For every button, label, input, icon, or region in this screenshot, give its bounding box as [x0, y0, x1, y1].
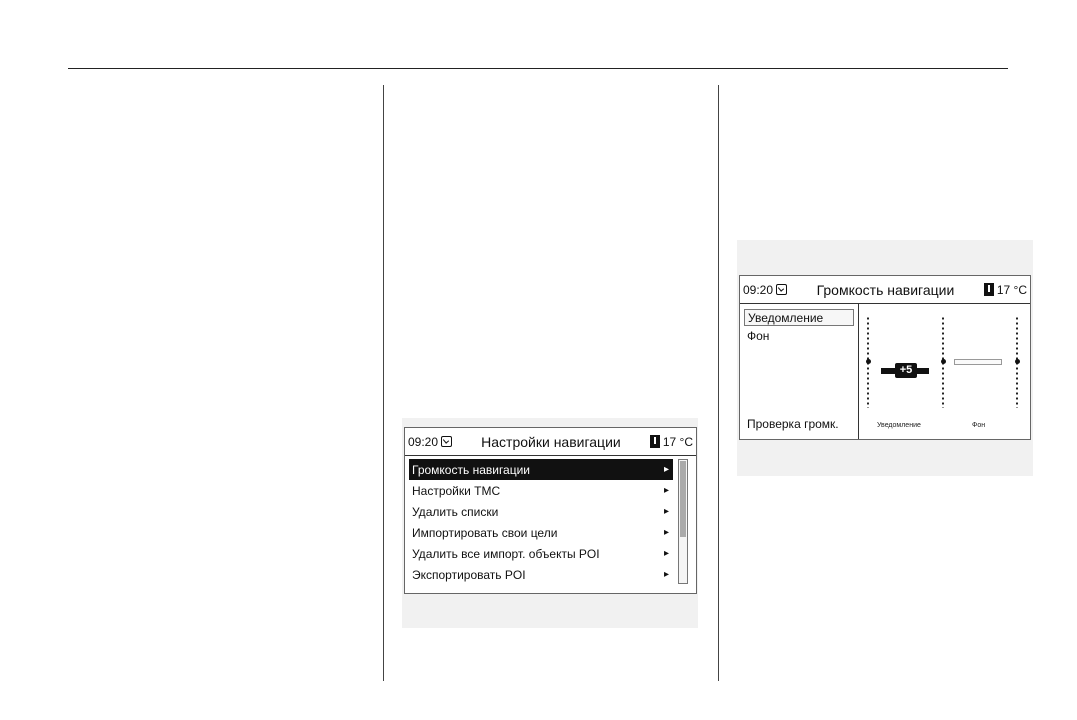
option-notification[interactable]: Уведомление [744, 309, 854, 326]
temperature: 17 °C [996, 282, 1027, 297]
menu-item-import-destinations[interactable] [409, 522, 673, 543]
clock-time: 09:20 [743, 282, 774, 297]
menu-scrollbar[interactable] [678, 459, 688, 584]
screen-title: Громкость навигации [816, 281, 955, 298]
option-background[interactable]: Фон [747, 329, 770, 343]
status-header [740, 276, 1030, 304]
clock-time: 09:20 [408, 434, 439, 449]
clock-icon [776, 284, 787, 295]
scrollbar-thumb[interactable] [680, 461, 686, 537]
notification-volume-slider[interactable]: +5 [895, 363, 917, 378]
chevron-right-icon: ▸ [663, 527, 669, 538]
screen-title: Настройки навигации [481, 433, 621, 450]
menu-item-tmc-settings[interactable] [409, 480, 673, 501]
slider-label-notification: Уведомление [877, 422, 921, 429]
temperature: 17 °C [662, 434, 693, 449]
volume-sliders-panel [859, 304, 1030, 439]
menu-item-label: Настройки TMC [412, 483, 501, 498]
page-top-rule [68, 68, 1008, 69]
background-volume-slider[interactable] [954, 359, 1002, 365]
menu-item-label: Громкость навигации [412, 462, 531, 477]
chevron-right-icon: ▸ [663, 485, 669, 496]
thermometer-icon [650, 435, 660, 448]
menu-item-label: Удалить все импорт. объекты POI [412, 546, 600, 561]
menu-item-label: Удалить списки [412, 504, 499, 519]
settings-menu-list [409, 459, 673, 585]
menu-item-label: Экспортировать POI [412, 567, 526, 582]
slider-center-mark [866, 359, 871, 364]
chevron-right-icon: ▸ [663, 548, 669, 559]
chevron-right-icon: ▸ [663, 464, 669, 475]
navigation-volume-screen [739, 275, 1031, 440]
chevron-right-icon: ▸ [663, 506, 669, 517]
column-divider-1 [383, 85, 384, 681]
slider-center-mark [941, 359, 946, 364]
volume-options-panel [740, 304, 859, 439]
navigation-settings-screen [404, 427, 697, 594]
clock-icon [441, 436, 452, 447]
slider-center-mark [1015, 359, 1020, 364]
volume-test-button[interactable]: Проверка громк. [747, 417, 839, 431]
chevron-right-icon: ▸ [663, 569, 669, 580]
menu-item-delete-lists[interactable] [409, 501, 673, 522]
menu-item-delete-imported-poi[interactable] [409, 543, 673, 564]
thermometer-icon [984, 283, 994, 296]
status-header [405, 428, 696, 456]
slider-label-background: Фон [972, 422, 986, 429]
menu-item-export-poi[interactable] [409, 564, 673, 585]
column-divider-2 [718, 85, 719, 681]
menu-item-navigation-volume[interactable] [409, 459, 673, 480]
menu-item-label: Импортировать свои цели [412, 525, 558, 540]
